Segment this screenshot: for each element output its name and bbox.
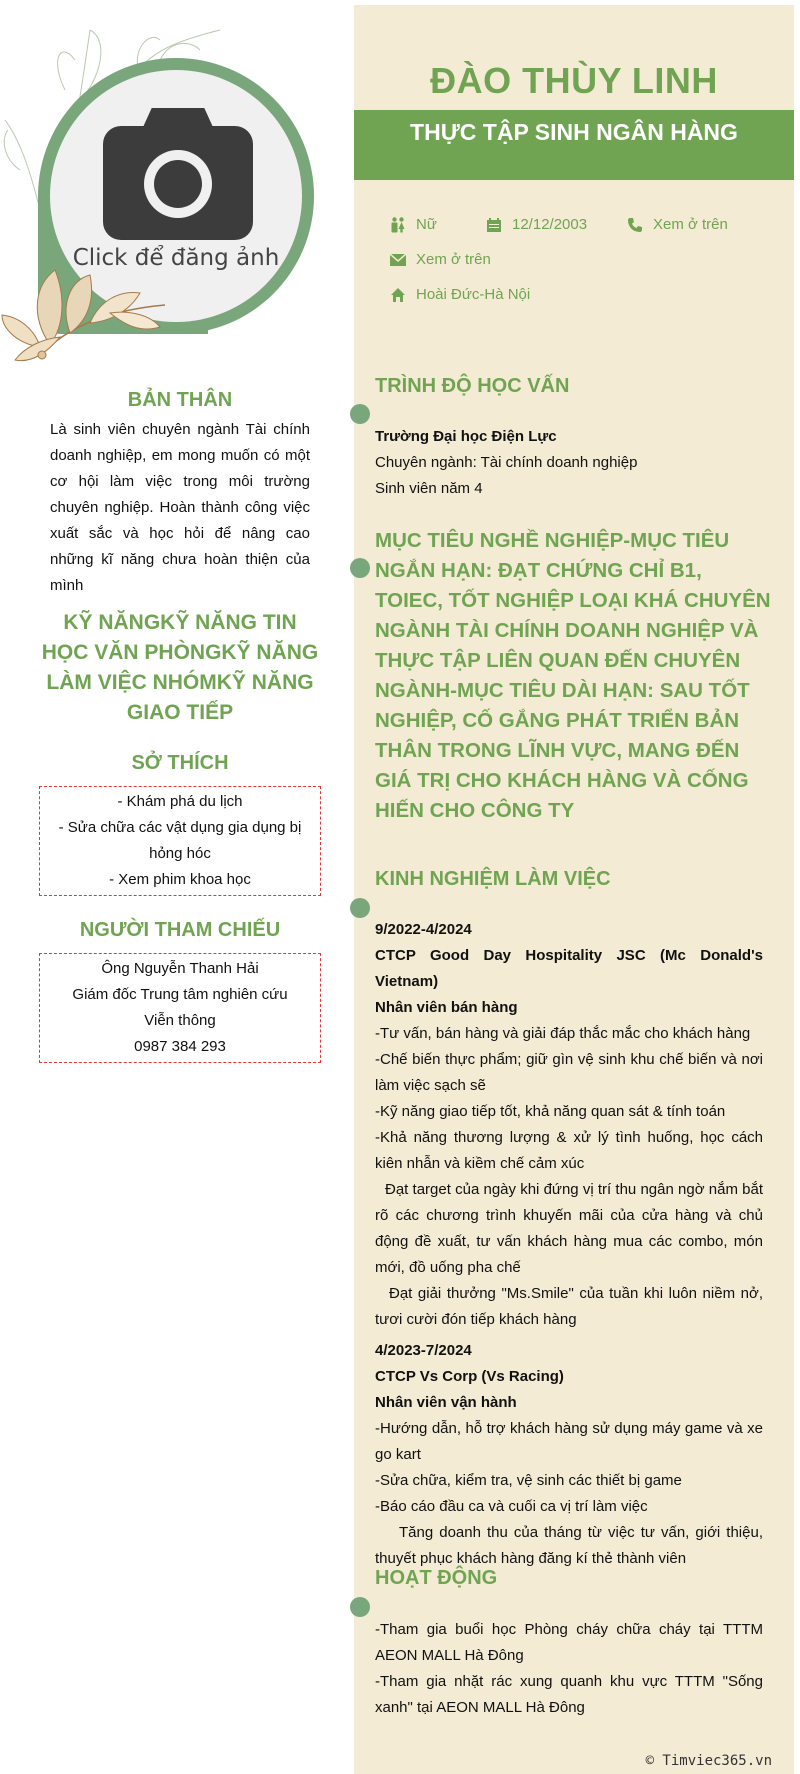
job-company: CTCP Vs Corp (Vs Racing) <box>375 1368 564 1385</box>
job-line: Đạt giải thưởng "Ms.Smile" của tuần khi luôn niềm nở, tươi cười đón tiếp khách hàng <box>375 1285 763 1328</box>
job-line: -Báo cáo đầu ca và cuối ca vị trí làm việc <box>375 1498 648 1515</box>
job-line: -Khả năng thương lượng & xử lý tình huống, học cách kiên nhẫn và kiềm chế cảm xúc <box>375 1129 763 1172</box>
job-line: Tăng doanh thu của tháng từ việc tư vấn, giới thiệu, thuyết phục khách hàng đăng kí thẻ thành viên <box>375 1524 763 1567</box>
candidate-name: ĐÀO THÙY LINH <box>430 60 718 101</box>
envelope-icon <box>390 253 406 267</box>
job-line: -Hướng dẫn, hỗ trợ khách hàng sử dụng máy game và xe go kart <box>375 1420 763 1463</box>
hobbies-list <box>39 786 321 896</box>
activities-block <box>375 1617 763 1721</box>
reference-phone: 0987 384 293 <box>134 1038 226 1055</box>
education-block <box>375 424 763 502</box>
job-period: 4/2023-7/2024 <box>375 1342 472 1359</box>
school-name: Trường Đại học Điện Lực <box>375 428 557 445</box>
camera-icon[interactable] <box>103 108 253 240</box>
job-line: -Sửa chữa, kiểm tra, vệ sinh các thiết bị game <box>375 1472 682 1489</box>
branch-decoration-icon <box>0 255 170 365</box>
home-icon <box>390 287 406 303</box>
phone-icon <box>627 217 643 233</box>
reference-name: Ông Nguyễn Thanh Hải <box>101 960 259 977</box>
experience-block <box>375 917 763 1572</box>
list-item: -Tham gia nhặt rác xung quanh khu vực TTTM "Sống xanh" tại AEON MALL Hà Đông <box>375 1673 763 1716</box>
list-item: - Sửa chữa các vật dụng gia dụng bị hỏng hóc <box>58 819 302 862</box>
list-item: - Khám phá du lịch <box>117 793 243 810</box>
list-item: -Tham gia buổi học Phòng cháy chữa cháy tại TTTM AEON MALL Hà Đông <box>375 1621 763 1664</box>
experience-heading: KINH NGHIỆM LÀM VIỆC <box>375 868 611 890</box>
phone-value: Xem ở trên <box>653 216 728 233</box>
reference-position: Giám đốc Trung tâm nghiên cứu Viễn thông <box>72 986 288 1029</box>
job-entry <box>375 917 763 1333</box>
list-item: - Xem phim khoa học <box>109 871 251 888</box>
address-value: Hoài Đức-Hà Nội <box>416 286 531 303</box>
hobbies-heading: SỞ THÍCH <box>131 752 229 774</box>
job-role: Nhân viên bán hàng <box>375 999 518 1016</box>
job-title: THỰC TẬP SINH NGÂN HÀNG <box>354 110 794 180</box>
references-heading: NGƯỜI THAM CHIẾU <box>79 919 281 941</box>
skills-heading: KỸ NĂNGKỸ NĂNG TIN HỌC VĂN PHÒNGKỸ NĂNG LÀM VIỆC NHÓMKỸ NĂNG GIAO TIẾP <box>41 611 319 724</box>
study-year: Sinh viên năm 4 <box>375 480 483 497</box>
job-line: -Tư vấn, bán hàng và giải đáp thắc mắc cho khách hàng <box>375 1025 751 1042</box>
timeline-dot <box>350 898 370 918</box>
about-heading: BẢN THÂN <box>127 389 233 411</box>
email-value: Xem ở trên <box>416 251 491 268</box>
timeline-dot <box>350 1597 370 1617</box>
job-line: -Kỹ năng giao tiếp tốt, khả năng quan sát & tính toán <box>375 1103 726 1120</box>
job-entry <box>375 1338 763 1572</box>
calendar-icon <box>486 217 502 233</box>
job-role: Nhân viên vận hành <box>375 1394 517 1411</box>
birthday-info <box>486 216 587 233</box>
photo-upload-label[interactable]: Click để đăng ảnh <box>72 245 280 271</box>
address-info <box>390 286 530 303</box>
objective-heading: MỤC TIÊU NGHỀ NGHIỆP-MỤC TIÊU NGẮN HẠN: ĐẠT CHỨNG CHỈ B1, TOIEC, TỐT NGHIỆP LOẠI KHÁ CHUYÊN NGÀNH TÀI CHÍNH DOANH NGHIỆP VÀ THỰC TẬP LIÊN QUAN ĐẾN CHUYÊN NGÀNH-MỤC TIÊU DÀI HẠN: SAU TỐT NGHIỆP, CỐ GẮNG PHÁT TRIỂN BẢN THÂN TRONG LĨNH VỰC, MANG ĐẾN GIÁ TRỊ CHO KHÁCH HÀNG VÀ CỐNG HIẾN CHO CÔNG TY <box>375 529 771 822</box>
gender-value: Nữ <box>416 216 437 233</box>
email-info <box>390 251 491 268</box>
job-period: 9/2022-4/2024 <box>375 921 472 938</box>
education-heading: TRÌNH ĐỘ HỌC VẤN <box>375 375 570 397</box>
timeline-dot <box>350 558 370 578</box>
gender-info <box>390 216 437 233</box>
gender-icon <box>390 217 406 233</box>
job-line: -Chế biến thực phẩm; giữ gìn vệ sinh khu chế biến và nơi làm việc sạch sẽ <box>375 1051 763 1094</box>
job-line: Đạt target của ngày khi đứng vị trí thu ngân ngờ nắm bắt rõ các chương trình khuyến mãi của cửa hàng và chủ động đề xuất, tư vấn khách hàng mua các combo, món mới, đồ uống pha chế <box>375 1181 763 1276</box>
references-box <box>39 953 321 1063</box>
major: Chuyên ngành: Tài chính doanh nghiệp <box>375 454 638 471</box>
birthday-value: 12/12/2003 <box>512 216 588 233</box>
footer-credit[interactable]: © Timviec365.vn <box>645 1753 772 1769</box>
about-text: Là sinh viên chuyên ngành Tài chính doanh nghiệp, em mong muốn có một cơ hội làm việc trong môi trường chuyên nghiệp. Hoàn thành công việc xuất sắc và học hỏi để nâng cao những kĩ năng chưa hoàn thiện của mình <box>50 421 310 594</box>
activities-heading: HOẠT ĐỘNG <box>375 1567 498 1589</box>
job-company: CTCP Good Day Hospitality JSC (Mc Donald's Vietnam) <box>375 947 763 990</box>
timeline-dot <box>350 404 370 424</box>
phone-info <box>627 216 728 233</box>
